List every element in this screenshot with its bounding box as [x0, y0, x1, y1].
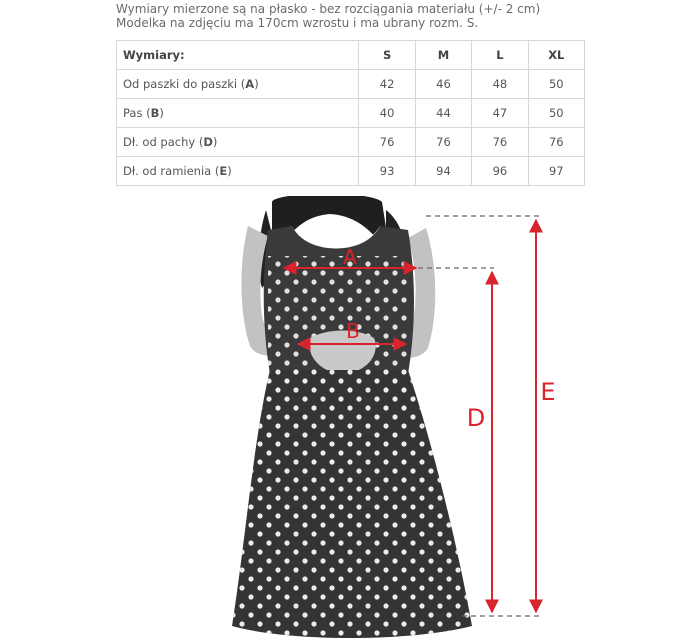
table-cell: 42 — [359, 70, 415, 99]
label-b: B — [346, 319, 360, 343]
row-name: Od paszki do paszki — [123, 77, 238, 91]
measurement-note-line-1: Wymiary mierzone są na płasko - bez rozciągania materiału (+/- 2 cm) — [116, 2, 541, 16]
label-a: A — [343, 245, 357, 269]
table-cell: 47 — [472, 99, 528, 128]
row-label: Pas (B) — [117, 99, 359, 128]
table-cell: 96 — [472, 157, 528, 186]
row-label: Dł. od ramienia (E) — [117, 157, 359, 186]
measurement-note-line-2: Modelka na zdjęciu ma 170cm wzrostu i ma ubrany rozm. S. — [116, 16, 479, 30]
row-label: Dł. od pachy (D) — [117, 128, 359, 157]
size-header-m: M — [415, 41, 471, 70]
dress-skirt-dots — [232, 370, 472, 638]
dress-measurement-diagram — [210, 196, 610, 642]
header-label: Wymiary: — [117, 41, 359, 70]
size-header-s: S — [359, 41, 415, 70]
size-header-xl: XL — [528, 41, 584, 70]
label-e: E — [540, 378, 556, 406]
table-cell: 50 — [528, 70, 584, 99]
table-cell: 44 — [415, 99, 471, 128]
table-cell: 76 — [415, 128, 471, 157]
table-row — [117, 99, 585, 128]
size-chart-table — [116, 40, 585, 186]
table-cell: 94 — [415, 157, 471, 186]
row-code: A — [245, 77, 255, 91]
table-cell: 50 — [528, 99, 584, 128]
table-row — [117, 70, 585, 99]
table-cell: 76 — [472, 128, 528, 157]
row-name: Pas — [123, 106, 143, 120]
table-row — [117, 157, 585, 186]
row-code: B — [150, 106, 160, 120]
table-cell: 93 — [359, 157, 415, 186]
row-code: E — [219, 164, 228, 178]
table-cell: 40 — [359, 99, 415, 128]
row-label: Od paszki do paszki (A) — [117, 70, 359, 99]
size-chart-header-row — [117, 41, 585, 70]
label-d: D — [466, 404, 486, 432]
table-row — [117, 128, 585, 157]
row-name: Dł. od ramienia — [123, 164, 212, 178]
row-name: Dł. od pachy — [123, 135, 196, 149]
measurement-note — [116, 2, 636, 30]
row-code: D — [203, 135, 213, 149]
table-cell: 76 — [528, 128, 584, 157]
table-cell: 48 — [472, 70, 528, 99]
table-cell: 97 — [528, 157, 584, 186]
diagram-svg — [210, 196, 610, 642]
size-header-l: L — [472, 41, 528, 70]
table-cell: 76 — [359, 128, 415, 157]
table-cell: 46 — [415, 70, 471, 99]
